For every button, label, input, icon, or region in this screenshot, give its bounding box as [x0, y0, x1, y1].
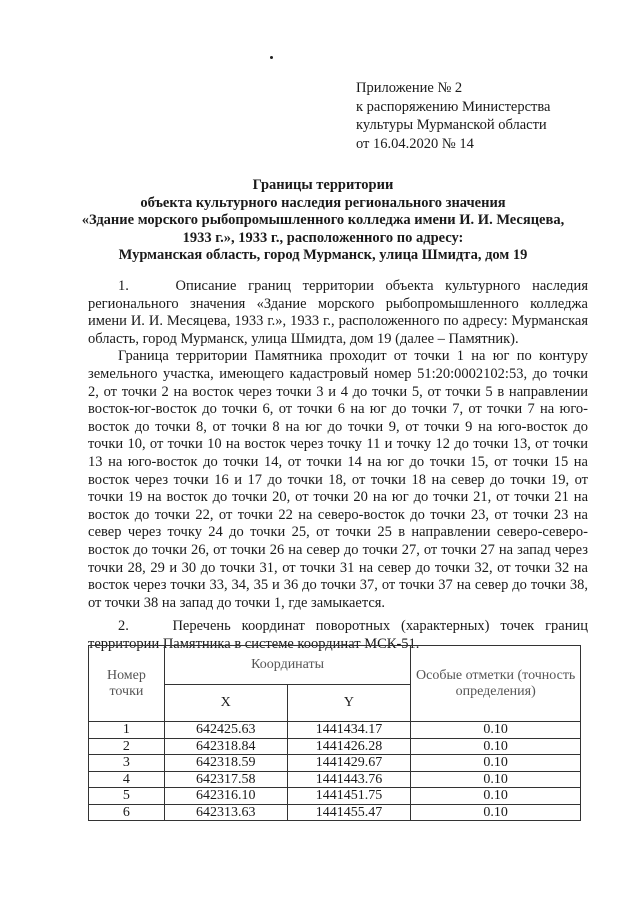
- cell-x: 642313.63: [164, 804, 287, 821]
- cell-point-number: 6: [89, 804, 165, 821]
- header-y: Y: [287, 685, 411, 722]
- cell-point-number: 2: [89, 738, 165, 755]
- appendix-line-1: Приложение № 2: [356, 80, 463, 96]
- document-title: [60, 177, 586, 265]
- header-notes: Особые отметки (точность определения): [411, 646, 581, 722]
- header-point-number: Номер точки: [89, 646, 165, 722]
- title-line-5: Мурманская область, город Мурманск, улица Шмидта, дом 19: [118, 247, 528, 263]
- appendix-line-4: от 16.04.2020 № 14: [356, 135, 474, 152]
- cell-point-number: 3: [89, 755, 165, 772]
- coordinates-table: [88, 645, 581, 821]
- cell-accuracy: 0.10: [411, 722, 581, 739]
- cell-x: 642316.10: [164, 788, 287, 805]
- title-line-4: 1933 г.», 1933 г., расположенного по адресу:: [182, 229, 464, 246]
- appendix-line-3: культуры Мурманской области: [356, 117, 547, 133]
- cell-y: 1441429.67: [287, 755, 411, 772]
- header-x: X: [164, 685, 287, 722]
- table-row: [89, 755, 581, 772]
- cell-y: 1441443.76: [287, 771, 411, 788]
- cell-x: 642317.58: [164, 771, 287, 788]
- cell-point-number: 5: [89, 788, 165, 805]
- title-line-1: Границы территории: [252, 177, 394, 193]
- cell-x: 642318.59: [164, 755, 287, 772]
- title-line-2: объекта культурного наследия регионального значения: [140, 194, 506, 211]
- table-row: [89, 738, 581, 755]
- appendix-header: [356, 79, 616, 153]
- cell-accuracy: 0.10: [411, 755, 581, 772]
- cell-x: 642425.63: [164, 722, 287, 739]
- section-1: [88, 278, 588, 612]
- cell-y: 1441451.75: [287, 788, 411, 805]
- cell-y: 1441434.17: [287, 722, 411, 739]
- cell-point-number: 4: [89, 771, 165, 788]
- table-row: [89, 722, 581, 739]
- table-row: [89, 788, 581, 805]
- cell-accuracy: 0.10: [411, 804, 581, 821]
- cell-x: 642318.84: [164, 738, 287, 755]
- cell-y: 1441426.28: [287, 738, 411, 755]
- table-row: [89, 771, 581, 788]
- section-2-heading: 2. Перечень координат поворотных (характерных) точек границ территории Памятника в системе координат МСК-51.: [88, 618, 588, 652]
- cell-accuracy: 0.10: [411, 771, 581, 788]
- cell-accuracy: 0.10: [411, 738, 581, 755]
- section-1-paragraph-2: Граница территории Памятника проходит от точки 1 на юг по контуру земельного участка, имеющего кадастровый номер 51:20:0002102:53, до точки 2, от точки 2 на восток через точки 3 и 4 до точки 5, от точки 5 в направлении восток-юг-восток до точки 6, от точки 6 на юг до точки 7, от точки 7 на юго-восток до точки 8, от точки 8 на юг до точки 9, от точки 9 на юго-восток до точки 10, от точки 10 на восток через точку 11 и точку 12 до точки 13, от точки 13 на юго-восток до точки 14, от точки 14 на юг до точки 15, от точки 15 на восток через точки 16 и 17 до точки 18, от точки 18 на север до точки 19, от точки 19 на восток до точки 20, от точки 20 на юг до точки 21, от точки 21 на восток до точки 22, от точки 22 на северо-восток до точки 23, от точки 23 на север через точку 24 до точки 25, от точки 25 в направлении северо-северо-восток до точки 26, от точки 26 на север до точки 27, от точки 27 на запад через точки 28, 29 и 30 до точки 31, от точки 31 на север до точки 32, от точки 32 на восток через точки 33, 34, 35 и 36 до точки 37, от точки 37 на север до точки 38, от точки 38 на запад до точки 1, где замыкается.: [88, 348, 588, 611]
- title-line-3: «Здание морского рыбопромышленного колледжа имени И. И. Месяцева,: [81, 212, 565, 228]
- table-row: [89, 804, 581, 821]
- header-coordinates: Координаты: [164, 646, 411, 685]
- cell-accuracy: 0.10: [411, 788, 581, 805]
- section-1-paragraph-1: 1. Описание границ территории объекта культурного наследия регионального значения «Здание морского рыбопромышленного колледжа имени И. И. Месяцева, 1933 г.», 1933 г., расположенного по адресу: Мурманская область, город Мурманск, улица Шмидта, дом 19 (далее – Памятник).: [88, 278, 588, 347]
- cell-point-number: 1: [89, 722, 165, 739]
- appendix-line-2: к распоряжению Министерства: [356, 98, 551, 115]
- cell-y: 1441455.47: [287, 804, 411, 821]
- stray-dot-mark: [270, 56, 273, 59]
